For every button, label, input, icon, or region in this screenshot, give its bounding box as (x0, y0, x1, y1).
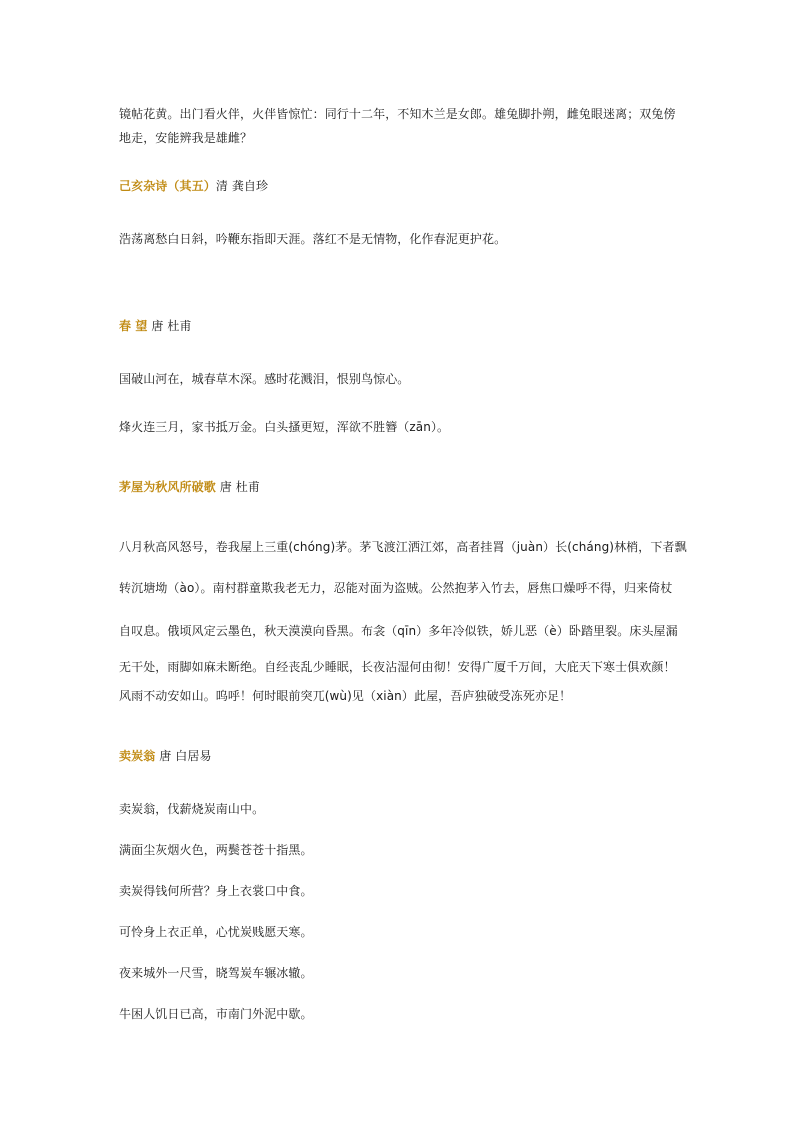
poem-heading (119, 479, 260, 495)
intro-text-line: 地走，安能辨我是雄雌？ (119, 131, 253, 145)
poem-line: 国破山河在，城春草木深。感时花溅泪，恨别鸟惊心。 (119, 372, 410, 386)
poem-line: 转沉塘坳（ào）。南村群童欺我老无力，忍能对面为盗贼。公然抱茅入竹去，唇焦口燥呼不得，归来倚杖 (119, 581, 673, 595)
poem-line: 夜来城外一尺雪，晓驾炭车辗冰辙。 (119, 966, 313, 980)
poem-line: 烽火连三月，家书抵万金。白头搔更短，浑欲不胜簪（zān）。 (119, 420, 450, 434)
poem-line: 满面尘灰烟火色，两鬓苍苍十指黑。 (119, 843, 313, 857)
poem-line: 浩荡离愁白日斜，吟鞭东指即天涯。落红不是无情物，化作春泥更护花。 (119, 232, 507, 246)
poem-line: 风雨不动安如山。呜呼！何时眼前突兀(wù)见（xiàn）此屋，吾庐独破受冻死亦足！ (119, 689, 572, 703)
poem-heading (119, 748, 212, 764)
intro-text-line: 镜帖花黄。出门看火伴，火伴皆惊忙：同行十二年，不知木兰是女郎。雄兔脚扑朔，雌兔眼迷离；双兔傍 (119, 107, 676, 121)
poem-author: 唐 杜甫 (151, 319, 192, 333)
poem-author: 唐 白居易 (159, 749, 212, 763)
poem-line: 牛困人饥日已高，市南门外泥中歇。 (119, 1007, 313, 1021)
poem-title: 己亥杂诗（其五） (119, 179, 216, 193)
poem-line: 无干处，雨脚如麻未断绝。自经丧乱少睡眠，长夜沾湿何由彻！安得广厦千万间，大庇天下寒士俱欢颜！ (119, 660, 676, 674)
poem-title: 卖炭翁 (119, 749, 156, 763)
poem-line: 可怜身上衣正单，心忧炭贱愿天寒。 (119, 925, 313, 939)
poem-line: 卖炭翁，伐薪烧炭南山中。 (119, 802, 265, 816)
poem-title: 茅屋为秋风所破歌 (119, 480, 216, 494)
poem-heading (119, 318, 192, 334)
poem-title: 春 望 (119, 319, 148, 333)
poem-line: 自叹息。俄顷风定云墨色，秋天漠漠向昏黑。布衾（qīn）多年冷似铁，娇儿恶（è）卧踏里裂。床头屋漏 (119, 624, 678, 638)
poem-line: 八月秋高风怒号，卷我屋上三重(chóng)茅。茅飞渡江洒江郊，高者挂罥（juàn）长(cháng)林梢，下者飘 (119, 540, 687, 554)
poem-author: 清 龚自珍 (215, 179, 269, 193)
poem-line: 卖炭得钱何所营？身上衣裳口中食。 (119, 884, 313, 898)
poem-author: 唐 杜甫 (219, 480, 260, 494)
poem-heading (119, 178, 268, 194)
